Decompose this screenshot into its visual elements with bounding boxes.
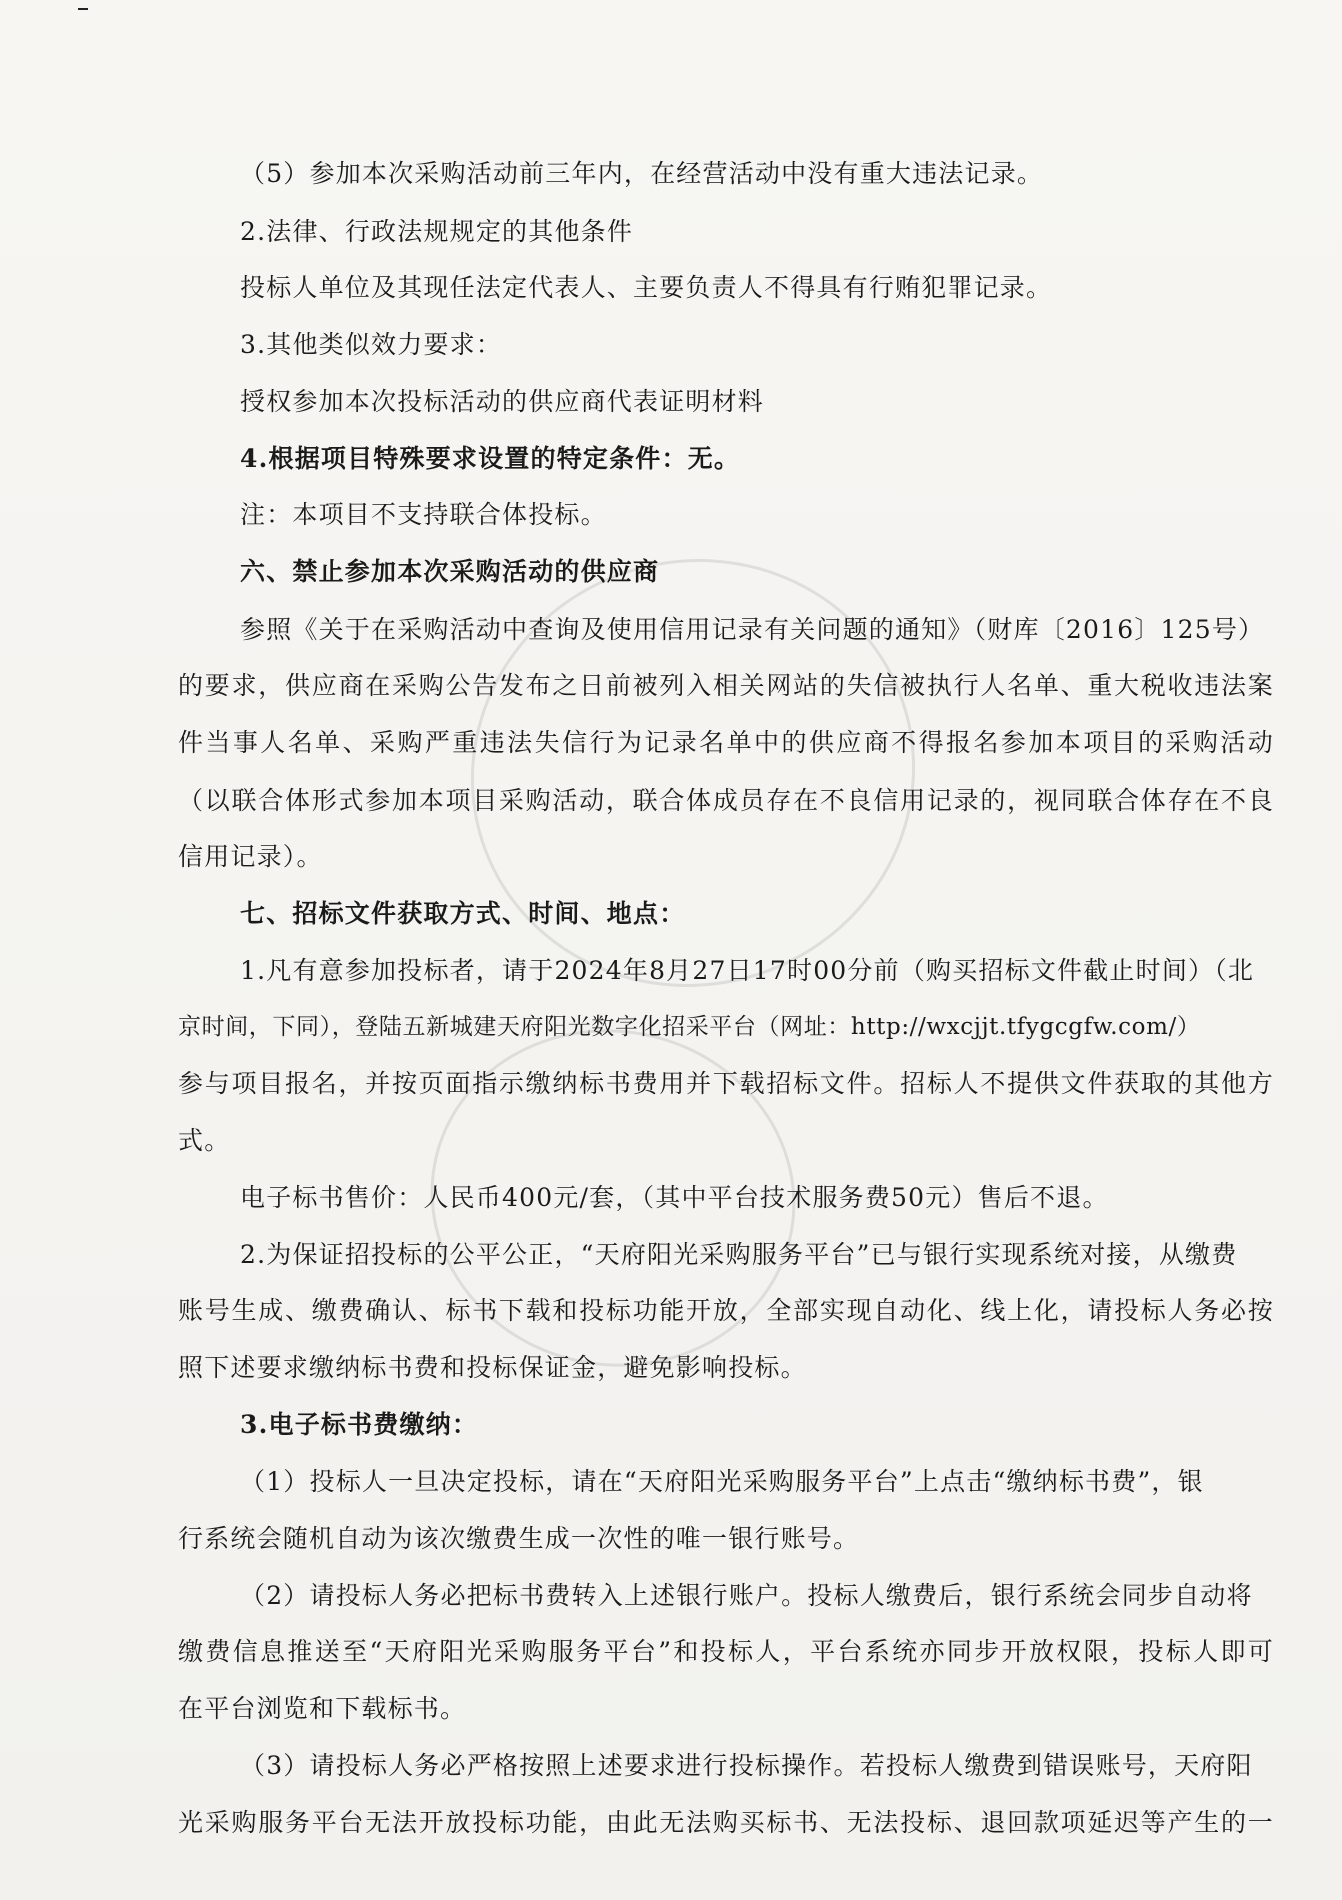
paragraph-line: 信用记录）。: [178, 842, 323, 871]
paragraph-line: （1）投标人一旦决定投标，请在“天府阳光采购服务平台”上点击“缴纳标书费”，银: [240, 1467, 1204, 1496]
paragraph-line: 的要求，供应商在采购公告发布之日前被列入相关网站的失信被执行人名单、重大税收违法案: [178, 671, 1274, 700]
paragraph-line: （3）请投标人务必严格按照上述要求进行投标操作。若投标人缴费到错误账号，天府阳: [240, 1751, 1253, 1780]
paragraph-line: （5）参加本次采购活动前三年内，在经营活动中没有重大违法记录。: [240, 159, 1044, 188]
section-heading: 七、招标文件获取方式、时间、地点：: [240, 899, 686, 928]
paragraph-line: 式。: [178, 1126, 231, 1155]
note-line: 注：本项目不支持联合体投标。: [240, 500, 607, 529]
paragraph-line: 4.根据项目特殊要求设置的特定条件：无。: [240, 444, 741, 473]
paragraph-line: 照下述要求缴纳标书费和投标保证金，避免影响投标。: [178, 1353, 807, 1382]
paragraph-line: 缴费信息推送至“天府阳光采购服务平台”和投标人，平台系统亦同步开放权限，投标人即可: [178, 1637, 1274, 1666]
paragraph-line: （以联合体形式参加本项目采购活动，联合体成员存在不良信用记录的，视同联合体存在不良: [178, 786, 1274, 815]
paragraph-line: 在平台浏览和下载标书。: [178, 1694, 467, 1723]
paragraph-line: 投标人单位及其现任法定代表人、主要负责人不得具有行贿犯罪记录。: [240, 273, 1053, 302]
scan-mark: [78, 8, 88, 10]
section-heading: 3.电子标书费缴纳：: [240, 1410, 479, 1439]
paragraph-line: 件当事人名单、采购严重违法失信行为记录名单中的供应商不得报名参加本项目的采购活动: [178, 728, 1274, 757]
paragraph-line: 光采购服务平台无法开放投标功能，由此无法购买标书、无法投标、退回款项延迟等产生的一: [178, 1808, 1274, 1837]
paragraph-line: 3.其他类似效力要求：: [240, 330, 503, 359]
paragraph-line: 京时间，下同），登陆五新城建天府阳光数字化招采平台（网址：http://wxcjjt.tfygcgfw.com/）: [178, 1014, 1201, 1040]
paragraph-line: 行系统会随机自动为该次缴费生成一次性的唯一银行账号。: [178, 1524, 860, 1553]
paragraph-line: 1.凡有意参加投标者，请于2024年8月27日17时00分前（购买招标文件截止时间）（北: [240, 956, 1255, 985]
paragraph-line: 2.法律、行政法规规定的其他条件: [240, 217, 634, 246]
paragraph-line: （2）请投标人务必把标书费转入上述银行账户。投标人缴费后，银行系统会同步自动将: [240, 1581, 1253, 1610]
paragraph-line: 2.为保证招投标的公平公正，“天府阳光采购服务平台”已与银行实现系统对接，从缴费: [240, 1240, 1238, 1269]
paragraph-line: 参照《关于在采购活动中查询及使用信用记录有关问题的通知》（财库〔2016〕125号）: [240, 615, 1265, 644]
paragraph-line: 账号生成、缴费确认、标书下载和投标功能开放，全部实现自动化、线上化，请投标人务必按: [178, 1296, 1274, 1325]
section-heading: 六、禁止参加本次采购活动的供应商: [240, 557, 660, 586]
price-line: 电子标书售价：人民币400元/套，（其中平台技术服务费50元）售后不退。: [240, 1183, 1109, 1212]
paragraph-line: 参与项目报名，并按页面指示缴纳标书费用并下载招标文件。招标人不提供文件获取的其他方: [178, 1069, 1274, 1098]
paragraph-line: 授权参加本次投标活动的供应商代表证明材料: [240, 387, 765, 416]
